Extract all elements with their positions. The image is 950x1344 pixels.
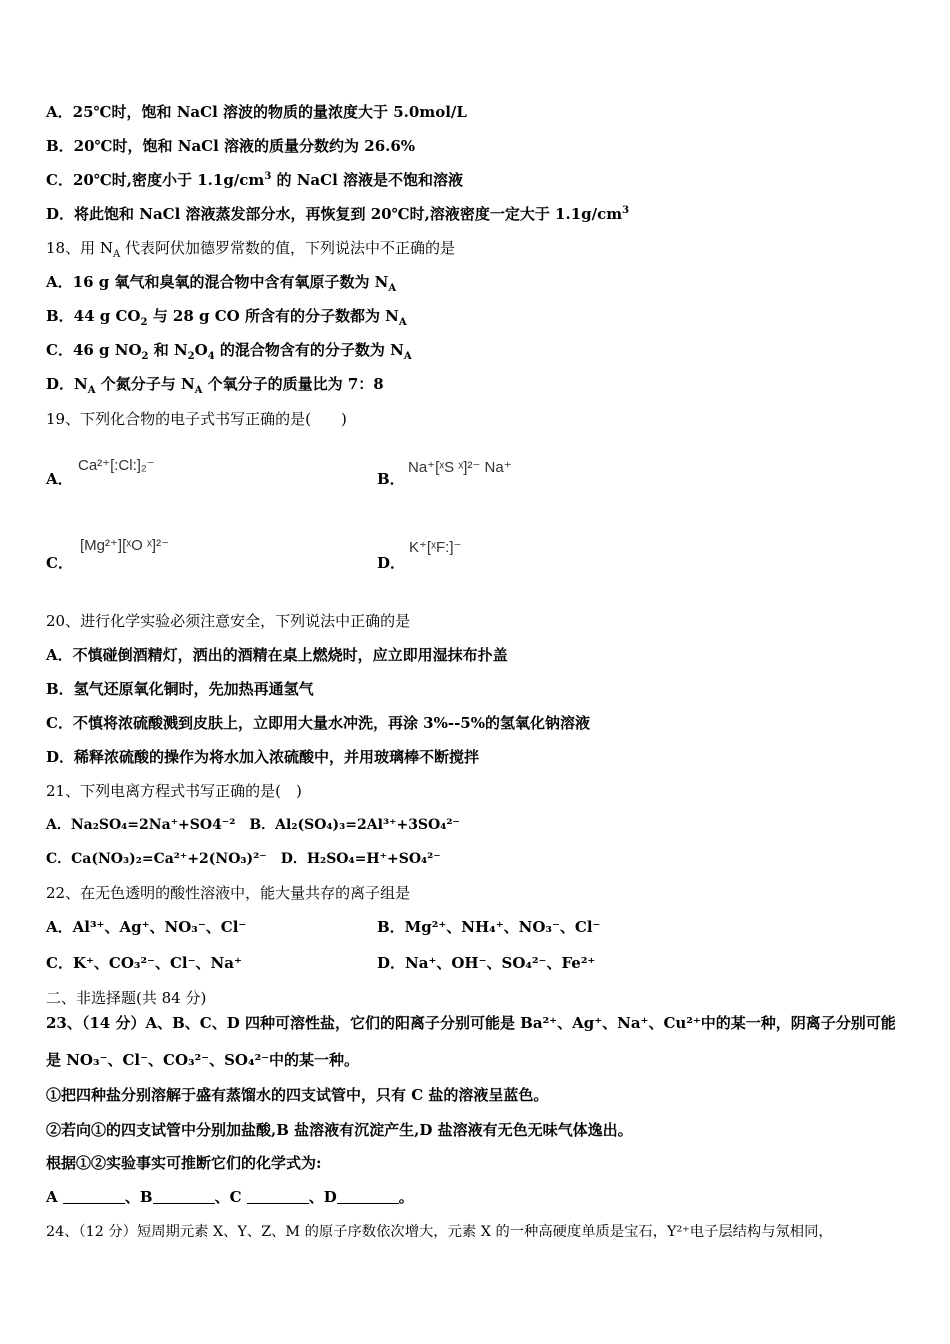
- q23-fill-line: [46, 1187, 414, 1207]
- q24-line1: 24、（12 分）短周期元素 X、Y、Z、M 的原子序数依次增大，元素 X 的一种高硬度单质是宝石，Y²⁺电子层结构与氖相同，: [46, 1224, 833, 1240]
- q19-stem: 19、下列化合物的电子式书写正确的是( ): [46, 410, 347, 428]
- q18-option-a: [46, 272, 396, 292]
- q23-line2: 是 NO₃⁻、Cl⁻、CO₃²⁻、SO₄²⁻中的某一种。: [46, 1051, 360, 1069]
- q21-stem: 21、下列电离方程式书写正确的是( ): [46, 782, 302, 800]
- q19-b-formula: Na⁺[ˣS ˣ]²⁻ Na⁺: [408, 459, 512, 476]
- q22-stem: 22、在无色透明的酸性溶液中，能大量共存的离子组是: [46, 884, 411, 902]
- section-heading: 二、非选择题(共 84 分): [46, 989, 207, 1007]
- q18-option-c: [46, 340, 412, 360]
- q23-line3: ①把四种盐分别溶解于盛有蒸馏水的四支试管中，只有 C 盐的溶液呈蓝色。: [46, 1086, 549, 1104]
- q18-c-s2: 2: [187, 351, 195, 362]
- answer-blank-a[interactable]: [63, 1189, 125, 1204]
- q22-option-d: D．Na⁺、OH⁻、SO₄²⁻、Fe²⁺: [377, 954, 596, 972]
- q18-stem: [46, 238, 455, 258]
- q18-d-s1: A: [87, 385, 96, 396]
- q23-fill-a: A: [46, 1188, 63, 1206]
- q20-option-d: D．稀释浓硫酸的操作为将水加入浓硫酸中，并用玻璃棒不断搅拌: [46, 748, 480, 766]
- q20-stem: 20、进行化学实验必须注意安全，下列说法中正确的是: [46, 612, 411, 630]
- q18-b-t2: 与 28 g CO 所含有的分子数都为 N: [147, 307, 399, 325]
- q20-option-b: B．氢气还原氧化铜时，先加热再通氢气: [46, 680, 314, 698]
- q18-c-s4: A: [403, 351, 412, 362]
- q17-option-b: B．20℃时，饱和 NaCl 溶液的质量分数约为 26.6%: [46, 137, 416, 155]
- q19-a-label: A．: [46, 470, 73, 488]
- q17-d-text: D．将此饱和 NaCl 溶液蒸发部分水，再恢复到 20℃时,溶液密度一定大于 1.1g/cm: [46, 205, 623, 223]
- q18-b-s1: 2: [140, 317, 148, 328]
- q18-c-s3: 4: [207, 351, 215, 362]
- q17-c-sup: 3: [264, 171, 272, 182]
- q18-c-t3: O: [194, 341, 208, 359]
- q18-c-t1: C．46 g NO: [46, 341, 142, 359]
- q23-line5: 根据①②实验事实可推断它们的化学式为:: [46, 1154, 322, 1172]
- q19-c-label: C．: [46, 554, 73, 572]
- q18-a-sub: A: [388, 283, 397, 294]
- q18-c-s1: 2: [141, 351, 149, 362]
- q23-line4: ②若向①的四支试管中分别加盐酸,B 盐溶液有沉淀产生,D 盐溶液有无色无味气体逸出。: [46, 1121, 633, 1139]
- q18-option-d: [46, 374, 384, 394]
- q20-option-a: A．不慎碰倒酒精灯，洒出的酒精在桌上燃烧时，应立即用湿抹布扑盖: [46, 646, 508, 664]
- q18-b-t1: B．44 g CO: [46, 307, 141, 325]
- q19-d-label: D．: [377, 554, 406, 572]
- q20-option-c: C．不慎将浓硫酸溅到皮肤上，立即用大量水冲洗，再涂 3%--5%的氢氧化钠溶液: [46, 714, 590, 732]
- q19-c-formula: [Mg²⁺][ˣO ˣ]²⁻: [80, 537, 170, 554]
- q19-a-formula: Ca²⁺[:Cl:]₂⁻: [78, 457, 155, 474]
- q18-c-t2: 和 N: [148, 341, 188, 359]
- q21-options-ab: A．Na₂SO₄=2Na⁺+SO4⁻² B．Al₂(SO₄)₃=2Al³⁺+3SO₄²⁻: [46, 817, 460, 833]
- q18-d-t3: 个氧分子的质量比为 7：8: [202, 375, 384, 393]
- q23-fill-c: 、C: [214, 1188, 247, 1206]
- answer-blank-b[interactable]: [153, 1189, 215, 1204]
- q21-options-cd: C．Ca(NO₃)₂=Ca²⁺+2(NO₃)²⁻ D．H₂SO₄=H⁺+SO₄²⁻: [46, 851, 441, 867]
- q17-option-c: [46, 170, 463, 190]
- q17-d-sup: 3: [622, 205, 630, 216]
- q23-fill-d: 、D: [308, 1188, 337, 1206]
- q18-stem-sub: A: [112, 249, 121, 260]
- q23-fill-end: 。: [398, 1188, 414, 1206]
- q18-d-t2: 个氮分子与 N: [95, 375, 195, 393]
- q19-b-label: B．: [377, 470, 405, 488]
- q18-a-text: A．16 g 氧气和臭氧的混合物中含有氧原子数为 N: [46, 273, 389, 291]
- q19-d-formula: K⁺[ˣF:]⁻: [409, 539, 462, 556]
- q18-stem-b: 代表阿伏加德罗常数的值，下列说法中不正确的是: [120, 239, 455, 257]
- answer-blank-d[interactable]: [337, 1189, 399, 1204]
- q18-b-s2: A: [398, 317, 407, 328]
- q18-c-t4: 的混合物含有的分子数为 N: [214, 341, 404, 359]
- answer-blank-c[interactable]: [247, 1189, 309, 1204]
- q18-option-b: [46, 306, 407, 326]
- q18-stem-a: 18、用 N: [46, 239, 113, 257]
- q22-option-c: C．K⁺、CO₃²⁻、Cl⁻、Na⁺: [46, 954, 242, 972]
- q23-fill-b: 、B: [124, 1188, 153, 1206]
- q18-d-t1: D．N: [46, 375, 88, 393]
- q22-option-a: A．Al³⁺、Ag⁺、NO₃⁻、Cl⁻: [46, 918, 247, 936]
- q17-c-text2: 的 NaCl 溶液是不饱和溶液: [271, 171, 464, 189]
- q18-d-s2: A: [194, 385, 203, 396]
- q17-option-a: A．25℃时，饱和 NaCl 溶波的物质的量浓度大于 5.0mol/L: [46, 103, 467, 121]
- q23-line1: 23、（14 分）A、B、C、D 四种可溶性盐，它们的阳离子分别可能是 Ba²⁺、Ag⁺、Na⁺、Cu²⁺中的某一种，阴离子分别可能: [46, 1014, 896, 1032]
- q17-option-d: [46, 204, 629, 224]
- q17-c-text: C．20℃时,密度小于 1.1g/cm: [46, 171, 265, 189]
- q22-option-b: B．Mg²⁺、NH₄⁺、NO₃⁻、Cl⁻: [377, 918, 601, 936]
